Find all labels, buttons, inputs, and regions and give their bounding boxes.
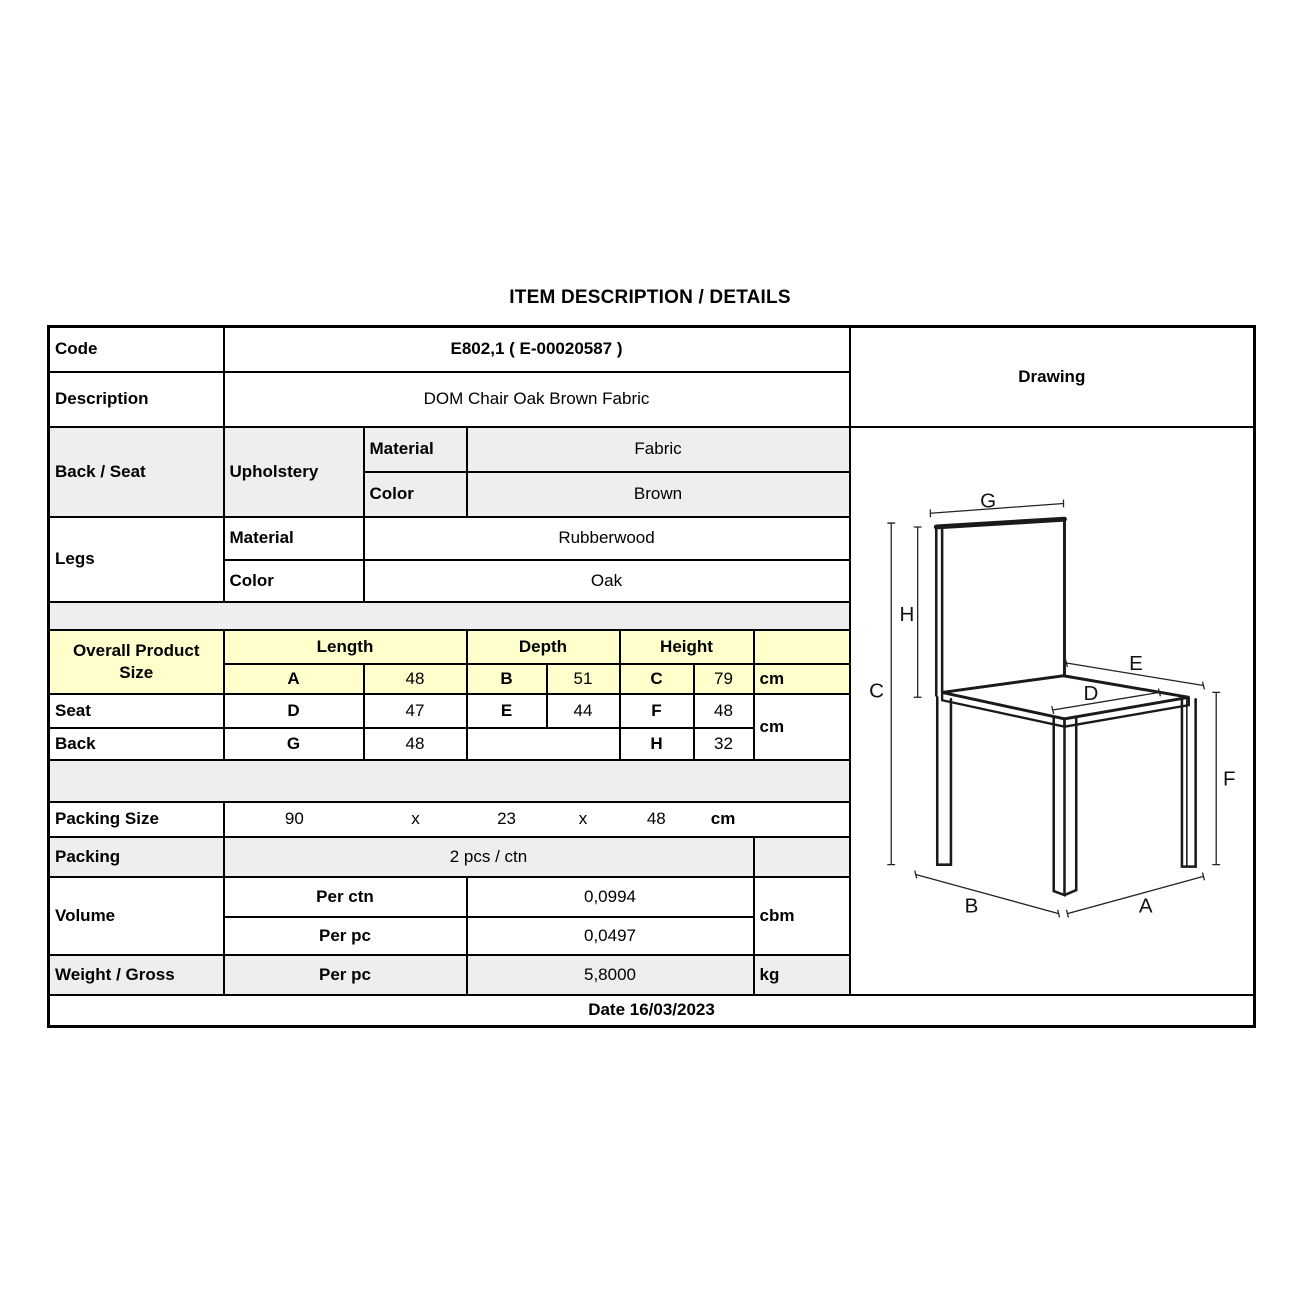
size-unit-header-empty (754, 630, 850, 664)
page-title: ITEM DESCRIPTION / DETAILS (509, 287, 791, 308)
drawing-cell (850, 427, 1255, 995)
volume-unit: cbm (754, 877, 850, 955)
legs-color-value: Oak (364, 560, 850, 602)
packing-size-x1: x (411, 809, 420, 828)
dim-label-C: C (868, 678, 884, 702)
weight-unit: kg (754, 955, 850, 995)
dim-line-B (914, 870, 1059, 917)
dim-label-G: G (979, 488, 996, 512)
spacer-band (49, 602, 850, 630)
dim-key-c: C (620, 664, 694, 694)
dim-key-a: A (224, 664, 364, 694)
dim-key-b: B (467, 664, 547, 694)
chair-back-top-edge (936, 519, 1064, 527)
overall-unit: cm (754, 664, 850, 694)
dim-label-B: B (964, 894, 978, 918)
row-date (49, 995, 1255, 1027)
dim-value-a: 48 (364, 664, 467, 694)
legs-material-label: Material (224, 517, 364, 560)
dim-value-f: 48 (694, 694, 754, 728)
back-label: Back (49, 728, 224, 760)
code-value: E802,1 ( E-00020587 ) (224, 327, 850, 372)
packing-size-v1: 90 (284, 809, 304, 828)
upholstery-color-label: Color (364, 472, 467, 517)
dim-line-A (1066, 872, 1204, 917)
dim-value-e: 44 (547, 694, 620, 728)
description-value: DOM Chair Oak Brown Fabric (224, 372, 850, 427)
code-label: Code (49, 327, 224, 372)
seat-back-unit: cm (754, 694, 850, 760)
overall-size-label: Overall Product Size (49, 630, 224, 694)
dim-value-c: 79 (694, 664, 754, 694)
dim-value-h: 32 (694, 728, 754, 760)
volume-per-pc-label: Per pc (224, 917, 467, 955)
dim-line-C (887, 523, 895, 865)
chair-front-leg-right-face (1064, 716, 1076, 894)
packing-value: 2 pcs / ctn (224, 837, 754, 877)
row-code (49, 327, 1255, 372)
volume-per-ctn-label: Per ctn (224, 877, 467, 917)
drawing-header: Drawing (850, 327, 1255, 427)
dim-key-h: H (620, 728, 694, 760)
dim-label-D: D (1083, 681, 1098, 705)
packing-size-label: Packing Size (49, 802, 224, 837)
packing-size-v2: 23 (497, 809, 516, 828)
dim-key-d: D (224, 694, 364, 728)
dim-line-D (1051, 688, 1160, 713)
volume-per-ctn-value: 0,0994 (467, 877, 754, 917)
chair-front-leg-left-face (1053, 716, 1064, 894)
chair-drawing (856, 429, 1249, 993)
volume-label: Volume (49, 877, 224, 955)
weight-per-pc-label: Per pc (224, 955, 467, 995)
depth-header: Depth (467, 630, 620, 664)
dim-label-A: A (1138, 894, 1153, 918)
packing-unit-empty (754, 837, 850, 877)
dim-label-H: H (899, 602, 914, 626)
weight-value: 5,8000 (467, 955, 754, 995)
dim-label-F: F (1222, 766, 1236, 790)
dim-label-E: E (1128, 651, 1143, 675)
packing-size-unit: cm (710, 809, 736, 828)
dim-key-g: G (224, 728, 364, 760)
spec-table (47, 325, 1256, 1028)
dim-line-F (1212, 692, 1220, 864)
dim-value-g: 48 (364, 728, 467, 760)
row-upholstery-material (49, 427, 1255, 472)
legs-label: Legs (49, 517, 224, 602)
back-depth-empty (467, 728, 620, 760)
seat-label: Seat (49, 694, 224, 728)
chair-right-leg (1181, 697, 1195, 866)
dim-line-G (930, 499, 1063, 517)
dim-value-d: 47 (364, 694, 467, 728)
legs-color-label: Color (224, 560, 364, 602)
packing-size-x2: x (578, 809, 588, 828)
packing-size-values (224, 802, 850, 837)
upholstery-color-value: Brown (467, 472, 850, 517)
dim-key-f: F (620, 694, 694, 728)
date-value: Date 16/03/2023 (49, 995, 1255, 1027)
description-label: Description (49, 372, 224, 427)
back-seat-label: Back / Seat (49, 427, 224, 517)
length-header: Length (224, 630, 467, 664)
packing-size-v3: 48 (646, 809, 666, 828)
packing-label: Packing (49, 837, 224, 877)
weight-label: Weight / Gross (49, 955, 224, 995)
volume-per-pc-value: 0,0497 (467, 917, 754, 955)
upholstery-label: Upholstery (224, 427, 364, 517)
spacer-band (49, 760, 850, 802)
upholstery-material-label: Material (364, 427, 467, 472)
height-header: Height (620, 630, 754, 664)
chair-left-leg (937, 697, 951, 864)
legs-material-value: Rubberwood (364, 517, 850, 560)
dim-key-e: E (467, 694, 547, 728)
dim-line-H (913, 526, 921, 696)
upholstery-material-value: Fabric (467, 427, 850, 472)
dim-value-b: 51 (547, 664, 620, 694)
